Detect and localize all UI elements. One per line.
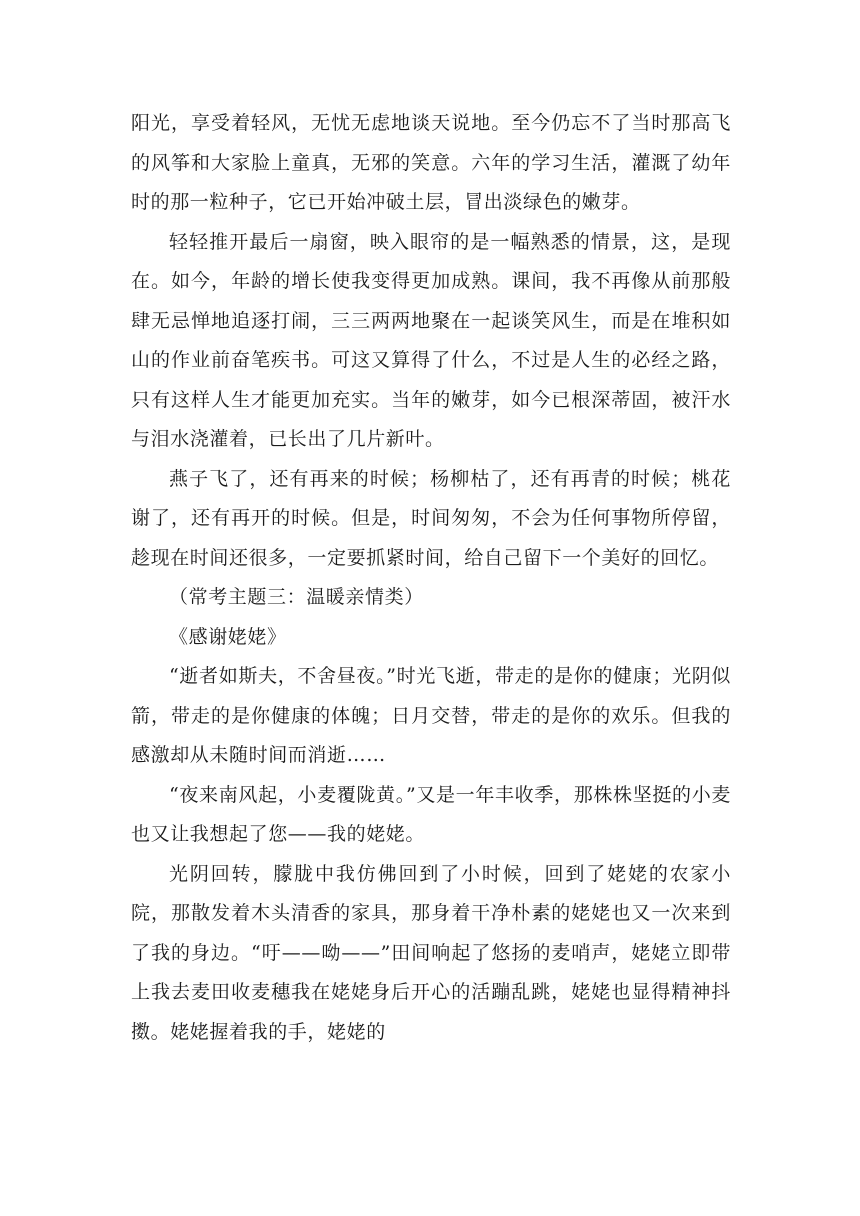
- paragraph-2: 轻轻推开最后一扇窗，映入眼帘的是一幅熟悉的情景，这，是现在。如今，年龄的增长使我变得更加成熟。课间，我不再像从前那般肆无忌惮地追逐打闹，三三两两地聚在一起谈笑风生，而是在堆积如山的作业前奋笔疾书。可这又算得了什么，不过是人生的必经之路，只有这样人生才能更加充实。当年的嫩芽，如今已根深蒂固，被汗水与泪水浇灌着，已长出了几片新叶。: [131, 230, 731, 450]
- document-body: [131, 104, 731, 1052]
- paragraph-4: “逝者如斯夫，不舍昼夜。”时光飞逝，带走的是你的健康；光阴似箭，带走的是你健康的体魄；日月交替，带走的是你的欢乐。但我的感激却从未随时间而消逝……: [131, 665, 731, 766]
- essay-title: 《感谢姥姥》: [169, 625, 287, 648]
- paragraph-6: 光阴回转，朦胧中我仿佛回到了小时候，回到了姥姥的农家小院，那散发着木头清香的家具，那身着干净朴素的姥姥也又一次来到了我的身边。“吁——呦——”田间响起了悠扬的麦哨声，姥姥立即带上我去麦田收麦穗我在姥姥身后开心的活蹦乱跳，姥姥也显得精神抖擞。姥姥握着我的手，姥姥的: [131, 862, 731, 1043]
- paragraph-1: 阳光，享受着轻风，无忧无虑地谈天说地。至今仍忘不了当时那高飞的风筝和大家脸上童真，无邪的笑意。六年的学习生活，灌溉了幼年时的那一粒种子，它已开始冲破土层，冒出淡绿色的嫩芽。: [131, 112, 731, 213]
- paragraph-3: 燕子飞了，还有再来的时候；杨柳枯了，还有再青的时候；桃花谢了，还有再开的时候。但是，时间匆匆，不会为任何事物所停留，趁现在时间还很多，一定要抓紧时间，给自己留下一个美好的回忆。: [131, 467, 731, 569]
- section-heading: （常考主题三：温暖亲情类）: [169, 586, 424, 608]
- paragraph-5: “夜来南风起，小麦覆陇黄。”又是一年丰收季，那株株坚挺的小麦也又让我想起了您——我的姥姥。: [131, 783, 731, 845]
